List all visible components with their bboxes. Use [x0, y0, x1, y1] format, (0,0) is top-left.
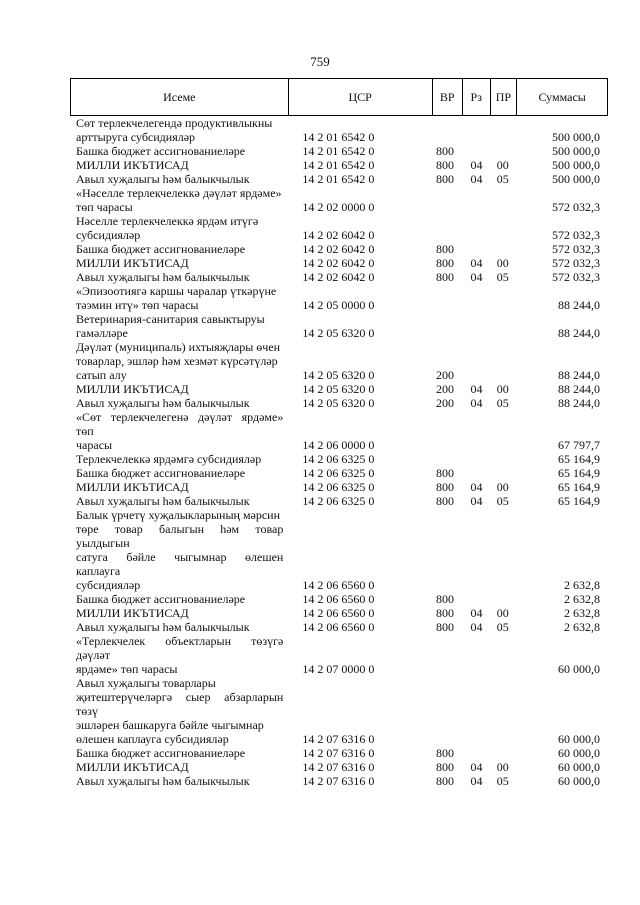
row-name-line: төре товар балыгын һәм товар уылдыгын: [76, 522, 284, 550]
table-row: [70, 270, 608, 284]
row-sum: 2 632,8: [564, 620, 600, 634]
row-csr: 14 2 06 6325 0: [302, 480, 375, 494]
row-name: [70, 284, 287, 312]
row-pr: 05: [496, 620, 509, 634]
row-sum: 2 632,8: [564, 578, 600, 592]
row-csr: 14 2 02 0000 0: [302, 200, 375, 214]
row-vr: 800: [436, 480, 455, 494]
row-name-line: Авыл хуҗалыгы һәм балыкчылык: [76, 494, 250, 508]
row-name: [70, 606, 287, 620]
row-name: [70, 340, 287, 382]
row-rz: 04: [470, 480, 483, 494]
row-csr: 14 2 06 6560 0: [302, 578, 375, 592]
row-sum: 67 797,7: [558, 438, 600, 452]
row-name-line: Ветеринария-санитария савыктыруы: [76, 312, 265, 326]
row-name-line: Башка бюджет ассигнованиеләре: [76, 242, 246, 256]
row-csr: 14 2 02 6042 0: [302, 270, 375, 284]
row-csr: 14 2 05 6320 0: [302, 368, 375, 382]
row-name-line: Авыл хуҗалыгы һәм балыкчылык: [76, 620, 250, 634]
row-vr: 800: [436, 256, 455, 270]
table-row: [70, 452, 608, 466]
row-name: [70, 466, 287, 480]
table-row: [70, 116, 608, 144]
row-name-line: сатуга бәйле чыгымнар өлешен каплауга: [76, 550, 284, 578]
row-name-line: Авыл хуҗалыгы һәм балыкчылык: [76, 774, 250, 788]
row-sum: 88 244,0: [558, 396, 600, 410]
row-name-line: арттыруга субсидияләр: [76, 130, 196, 144]
row-name-line: Авыл хуҗалыгы һәм балыкчылык: [76, 270, 250, 284]
row-name-line: Нәселле терлекчелеккә ярдәм итүгә: [76, 214, 259, 228]
row-name-line: өлешен каплауга субсидияләр: [76, 732, 229, 746]
table-row: [70, 242, 608, 256]
row-name: [70, 158, 287, 172]
row-vr: 800: [436, 172, 455, 186]
row-csr: 14 2 07 6316 0: [302, 746, 375, 760]
row-name-line: Терлекчелеккә ярдәмгә субсидияләр: [76, 452, 262, 466]
row-sum: 65 164,9: [558, 494, 600, 508]
row-sum: 65 164,9: [558, 452, 600, 466]
table-row: [70, 340, 608, 382]
row-vr: 800: [436, 746, 455, 760]
row-csr: 14 2 01 6542 0: [302, 144, 375, 158]
row-csr: 14 2 07 6316 0: [302, 760, 375, 774]
table-body: [70, 116, 608, 788]
header-pr: ПР: [491, 79, 518, 115]
table-row: [70, 312, 608, 340]
budget-table: [70, 78, 608, 788]
table-row: [70, 158, 608, 172]
row-name: [70, 774, 287, 788]
row-sum: 500 000,0: [552, 144, 600, 158]
row-sum: 88 244,0: [558, 382, 600, 396]
row-name-line: Башка бюджет ассигнованиеләре: [76, 592, 246, 606]
row-csr: 14 2 02 6042 0: [302, 228, 375, 242]
row-sum: 60 000,0: [558, 774, 600, 788]
row-pr: 05: [496, 494, 509, 508]
row-name-line: Балык үрчетү хуҗалыкларының мәрсин: [76, 508, 281, 522]
row-rz: 04: [470, 760, 483, 774]
row-sum: 60 000,0: [558, 746, 600, 760]
row-rz: 04: [470, 494, 483, 508]
row-name-line: «Эпизоотиягә каршы чаралар үткәрүне: [76, 284, 277, 298]
row-rz: 04: [470, 396, 483, 410]
row-name: [70, 242, 287, 256]
row-name-line: «Терлекчелек объектларын төзүгә дәүләт: [76, 634, 284, 662]
row-csr: 14 2 02 6042 0: [302, 242, 375, 256]
row-csr: 14 2 06 6560 0: [302, 620, 375, 634]
row-csr: 14 2 06 6560 0: [302, 592, 375, 606]
row-name-line: субсидияләр: [76, 228, 141, 242]
table-row: [70, 592, 608, 606]
header-csr: ЦСР: [289, 79, 433, 115]
table-row: [70, 396, 608, 410]
row-name: [70, 452, 287, 466]
page-number: 759: [310, 54, 330, 69]
row-vr: 800: [436, 466, 455, 480]
row-name-line: җитештерүчеләргә сыер абзарларын төзү: [76, 690, 284, 718]
row-vr: 800: [436, 158, 455, 172]
row-rz: 04: [470, 382, 483, 396]
header-vr: ВР: [433, 79, 463, 115]
row-vr: 800: [436, 760, 455, 774]
header-rz: Рз: [463, 79, 491, 115]
table-row: [70, 284, 608, 312]
row-pr: 00: [496, 760, 509, 774]
table-row: [70, 620, 608, 634]
row-vr: 800: [436, 592, 455, 606]
row-sum: 2 632,8: [564, 606, 600, 620]
row-csr: 14 2 01 6542 0: [302, 158, 375, 172]
row-sum: 572 032,3: [552, 228, 600, 242]
row-csr: 14 2 06 6325 0: [302, 466, 375, 480]
row-rz: 04: [470, 158, 483, 172]
row-sum: 88 244,0: [558, 326, 600, 340]
row-csr: 14 2 06 6325 0: [302, 452, 375, 466]
row-csr: 14 2 06 6560 0: [302, 606, 375, 620]
header-name: Исеме: [71, 79, 289, 115]
table-row: [70, 214, 608, 242]
row-name: [70, 494, 287, 508]
row-sum: 88 244,0: [558, 298, 600, 312]
row-name: [70, 186, 287, 214]
row-name-line: төп чарасы: [76, 200, 133, 214]
row-name: [70, 410, 287, 452]
table-row: [70, 186, 608, 214]
row-name: [70, 256, 287, 270]
row-sum: 60 000,0: [558, 662, 600, 676]
row-vr: 200: [436, 396, 455, 410]
row-sum: 2 632,8: [564, 592, 600, 606]
row-rz: 04: [470, 620, 483, 634]
row-name: [70, 592, 287, 606]
row-csr: 14 2 01 6542 0: [302, 172, 375, 186]
row-vr: 800: [436, 494, 455, 508]
table-row: [70, 676, 608, 746]
table-row: [70, 634, 608, 676]
row-name-line: сатып алу: [76, 368, 127, 382]
row-csr: 14 2 07 6316 0: [302, 774, 375, 788]
row-rz: 04: [470, 774, 483, 788]
row-pr: 00: [496, 158, 509, 172]
row-name: [70, 746, 287, 760]
row-name-line: Дәүләт (муниципаль) ихтыяҗлары өчен: [76, 340, 281, 354]
row-name: [70, 116, 287, 144]
table-row: [70, 746, 608, 760]
table-header: [70, 78, 608, 116]
table-row: [70, 760, 608, 774]
row-name-line: МИЛЛИ ИКЪТИСАД: [76, 606, 189, 620]
row-csr: 14 2 05 0000 0: [302, 298, 375, 312]
table-row: [70, 508, 608, 592]
row-name-line: Башка бюджет ассигнованиеләре: [76, 466, 246, 480]
table-row: [70, 144, 608, 158]
row-name: [70, 214, 287, 242]
row-sum: 572 032,3: [552, 270, 600, 284]
row-pr: 05: [496, 270, 509, 284]
row-rz: 04: [470, 172, 483, 186]
row-name-line: Авыл хуҗалыгы товарлары: [76, 676, 216, 690]
row-pr: 05: [496, 774, 509, 788]
row-name-line: гамәлләре: [76, 326, 128, 340]
row-sum: 60 000,0: [558, 760, 600, 774]
row-name-line: МИЛЛИ ИКЪТИСАД: [76, 480, 189, 494]
row-pr: 05: [496, 172, 509, 186]
row-csr: 14 2 05 6320 0: [302, 326, 375, 340]
row-name: [70, 508, 287, 592]
row-pr: 00: [496, 480, 509, 494]
row-name: [70, 634, 287, 676]
row-name: [70, 620, 287, 634]
row-sum: 572 032,3: [552, 256, 600, 270]
row-rz: 04: [470, 270, 483, 284]
row-name-line: субсидияләр: [76, 578, 141, 592]
row-vr: 200: [436, 368, 455, 382]
row-name-line: товарлар, эшләр һәм хезмәт күрсәтүләр: [76, 354, 278, 368]
row-name: [70, 382, 287, 396]
row-csr: 14 2 06 0000 0: [302, 438, 375, 452]
row-sum: 65 164,9: [558, 466, 600, 480]
row-vr: 800: [436, 242, 455, 256]
row-name-line: МИЛЛИ ИКЪТИСАД: [76, 760, 189, 774]
row-sum: 60 000,0: [558, 732, 600, 746]
row-vr: 800: [436, 606, 455, 620]
row-name-line: «Сөт терлекчелегенә дәүләт ярдәме» төп: [76, 410, 284, 438]
row-vr: 800: [436, 144, 455, 158]
row-name: [70, 144, 287, 158]
row-pr: 00: [496, 382, 509, 396]
row-sum: 572 032,3: [552, 242, 600, 256]
row-vr: 200: [436, 382, 455, 396]
row-csr: 14 2 07 6316 0: [302, 732, 375, 746]
row-name: [70, 172, 287, 186]
row-sum: 572 032,3: [552, 200, 600, 214]
row-name-line: эшләрен башкаруга бәйле чыгымнар: [76, 718, 264, 732]
row-name-line: МИЛЛИ ИКЪТИСАД: [76, 382, 189, 396]
row-pr: 00: [496, 256, 509, 270]
table-row: [70, 494, 608, 508]
row-name-line: Авыл хуҗалыгы һәм балыкчылык: [76, 172, 250, 186]
table-row: [70, 774, 608, 788]
row-sum: 500 000,0: [552, 172, 600, 186]
row-name: [70, 676, 287, 746]
row-name-line: Башка бюджет ассигнованиеләре: [76, 144, 246, 158]
row-name: [70, 760, 287, 774]
row-sum: 500 000,0: [552, 158, 600, 172]
row-csr: 14 2 02 6042 0: [302, 256, 375, 270]
row-rz: 04: [470, 606, 483, 620]
row-pr: 00: [496, 606, 509, 620]
row-sum: 500 000,0: [552, 130, 600, 144]
row-name-line: МИЛЛИ ИКЪТИСАД: [76, 158, 189, 172]
row-csr: 14 2 07 0000 0: [302, 662, 375, 676]
row-csr: 14 2 06 6325 0: [302, 494, 375, 508]
table-row: [70, 606, 608, 620]
table-row: [70, 256, 608, 270]
row-name-line: «Нәселле терлекчелеккә дәүләт ярдәме»: [76, 186, 282, 200]
table-row: [70, 382, 608, 396]
row-name: [70, 270, 287, 284]
row-vr: 800: [436, 270, 455, 284]
row-name-line: Башка бюджет ассигнованиеләре: [76, 746, 246, 760]
row-name-line: чарасы: [76, 438, 113, 452]
row-name-line: Авыл хуҗалыгы һәм балыкчылык: [76, 396, 250, 410]
row-vr: 800: [436, 774, 455, 788]
row-name-line: Сөт терлекчелегендә продуктивлыкны: [76, 116, 273, 130]
row-pr: 05: [496, 396, 509, 410]
row-name: [70, 396, 287, 410]
row-csr: 14 2 05 6320 0: [302, 396, 375, 410]
table-row: [70, 466, 608, 480]
row-name-line: ярдәме» төп чарасы: [76, 662, 178, 676]
row-csr: 14 2 01 6542 0: [302, 130, 375, 144]
row-name: [70, 480, 287, 494]
row-csr: 14 2 05 6320 0: [302, 382, 375, 396]
row-name-line: тәэмин итү» төп чарасы: [76, 298, 199, 312]
row-sum: 65 164,9: [558, 480, 600, 494]
row-name-line: МИЛЛИ ИКЪТИСАД: [76, 256, 189, 270]
row-name: [70, 312, 287, 340]
row-sum: 88 244,0: [558, 368, 600, 382]
row-rz: 04: [470, 256, 483, 270]
table-row: [70, 410, 608, 452]
table-row: [70, 172, 608, 186]
row-vr: 800: [436, 620, 455, 634]
header-sum: Суммасы: [538, 89, 586, 104]
table-row: [70, 480, 608, 494]
